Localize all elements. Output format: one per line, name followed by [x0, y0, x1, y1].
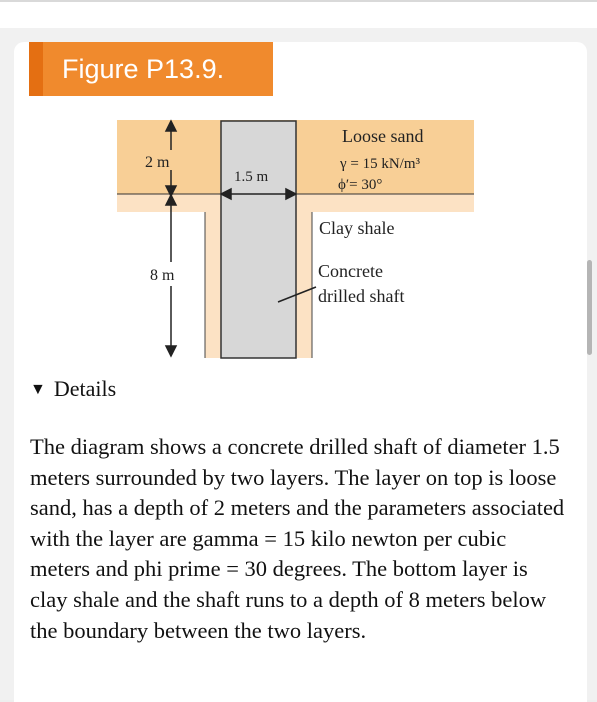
friction-angle-label: ϕ′= 30° — [338, 177, 383, 193]
figure-description: The diagram shows a concrete drilled shaft of diameter 1.5 meters surrounded by two layers. The layer on top is loose sand, has a depth of 2 meters and the parameters associated with the layer are gamma = 15 kilo newton per cubic meters and phi prime = 30 degrees. The bottom layer is clay shale and the shaft runs to a depth of 8 meters below the boundary between the two layers. — [30, 434, 565, 643]
details-toggle[interactable] — [30, 376, 116, 402]
clay-shale-left — [205, 212, 221, 358]
clay-shale-label: Clay shale — [319, 218, 395, 238]
shaft-label-line1: Concrete — [318, 261, 383, 281]
bottom-depth-label: 8 m — [150, 267, 175, 284]
loose-sand-label: Loose sand — [342, 126, 424, 146]
triangle-down-icon: ▼ — [30, 381, 46, 398]
top-depth-label: 2 m — [145, 154, 170, 171]
details-label: Details — [53, 376, 117, 401]
shaft-width-label: 1.5 m — [234, 169, 269, 185]
unit-weight-label: γ = 15 kN/m³ — [340, 156, 421, 172]
clay-shale-right — [296, 212, 312, 358]
concrete-shaft — [221, 121, 296, 358]
scrollbar-thumb[interactable] — [587, 260, 592, 355]
figure-title: Figure P13.9. — [62, 54, 225, 84]
shaft-label-line2: drilled shaft — [318, 286, 405, 306]
